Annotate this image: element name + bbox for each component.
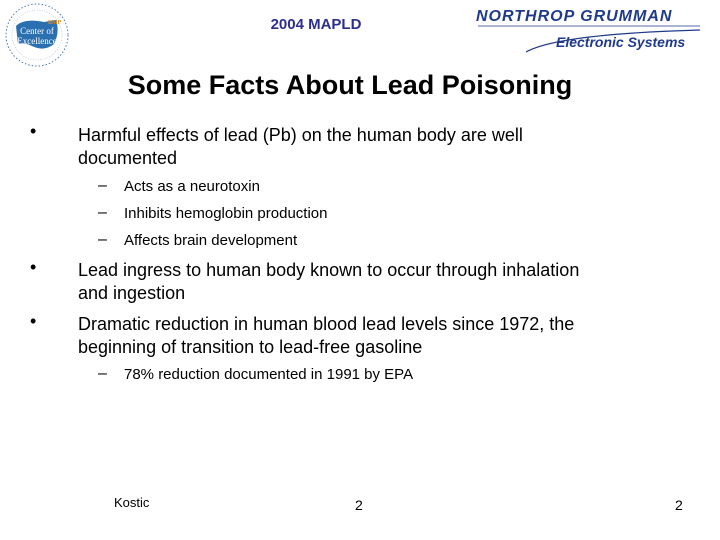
dash-icon: – (98, 365, 107, 382)
svg-text:BMP: BMP (48, 20, 62, 26)
northrop-grumman-logo (468, 6, 708, 56)
sub-item: 78% reduction documented in 1991 by EPA (124, 366, 414, 383)
company-name: NORTHROP GRUMMAN (476, 8, 673, 25)
dash-icon: – (98, 204, 107, 221)
seal-logo-icon (4, 2, 70, 68)
bullet-2-line-2: and ingestion (78, 283, 186, 303)
bullet-3-line-1: Dramatic reduction in human blood lead levels since 1972, the (78, 314, 575, 334)
bullet-icon: • (30, 121, 37, 141)
conference-title: 2004 MAPLD (270, 16, 362, 33)
bullet-1-line-1: Harmful effects of lead (Pb) on the human body are well (78, 125, 523, 145)
division-name: Electronic Systems (556, 34, 686, 50)
bullet-3-line-2: beginning of transition to lead-free gasoline (78, 337, 423, 357)
slide-title: Some Facts About Lead Poisoning (127, 70, 573, 100)
page-number: 2 (675, 497, 683, 513)
bullet-icon: • (30, 311, 37, 331)
dash-icon: – (98, 177, 107, 194)
sub-item: Acts as a neurotoxin (124, 178, 260, 195)
svg-text:Excellence: Excellence (17, 36, 57, 46)
bullet-icon: • (30, 257, 37, 277)
bullet-1-line-2: documented (78, 148, 178, 168)
footer-author: Kostic (114, 495, 150, 510)
sub-item: Affects brain development (124, 232, 298, 249)
dash-icon: – (98, 231, 107, 248)
bullet-2-line-1: Lead ingress to human body known to occur through inhalation (78, 260, 580, 280)
bmp-center-of-excellence-logo (4, 2, 70, 68)
sub-item: Inhibits hemoglobin production (124, 205, 328, 222)
svg-text:Center of: Center of (20, 26, 54, 36)
footer-center-number: 2 (355, 497, 363, 513)
